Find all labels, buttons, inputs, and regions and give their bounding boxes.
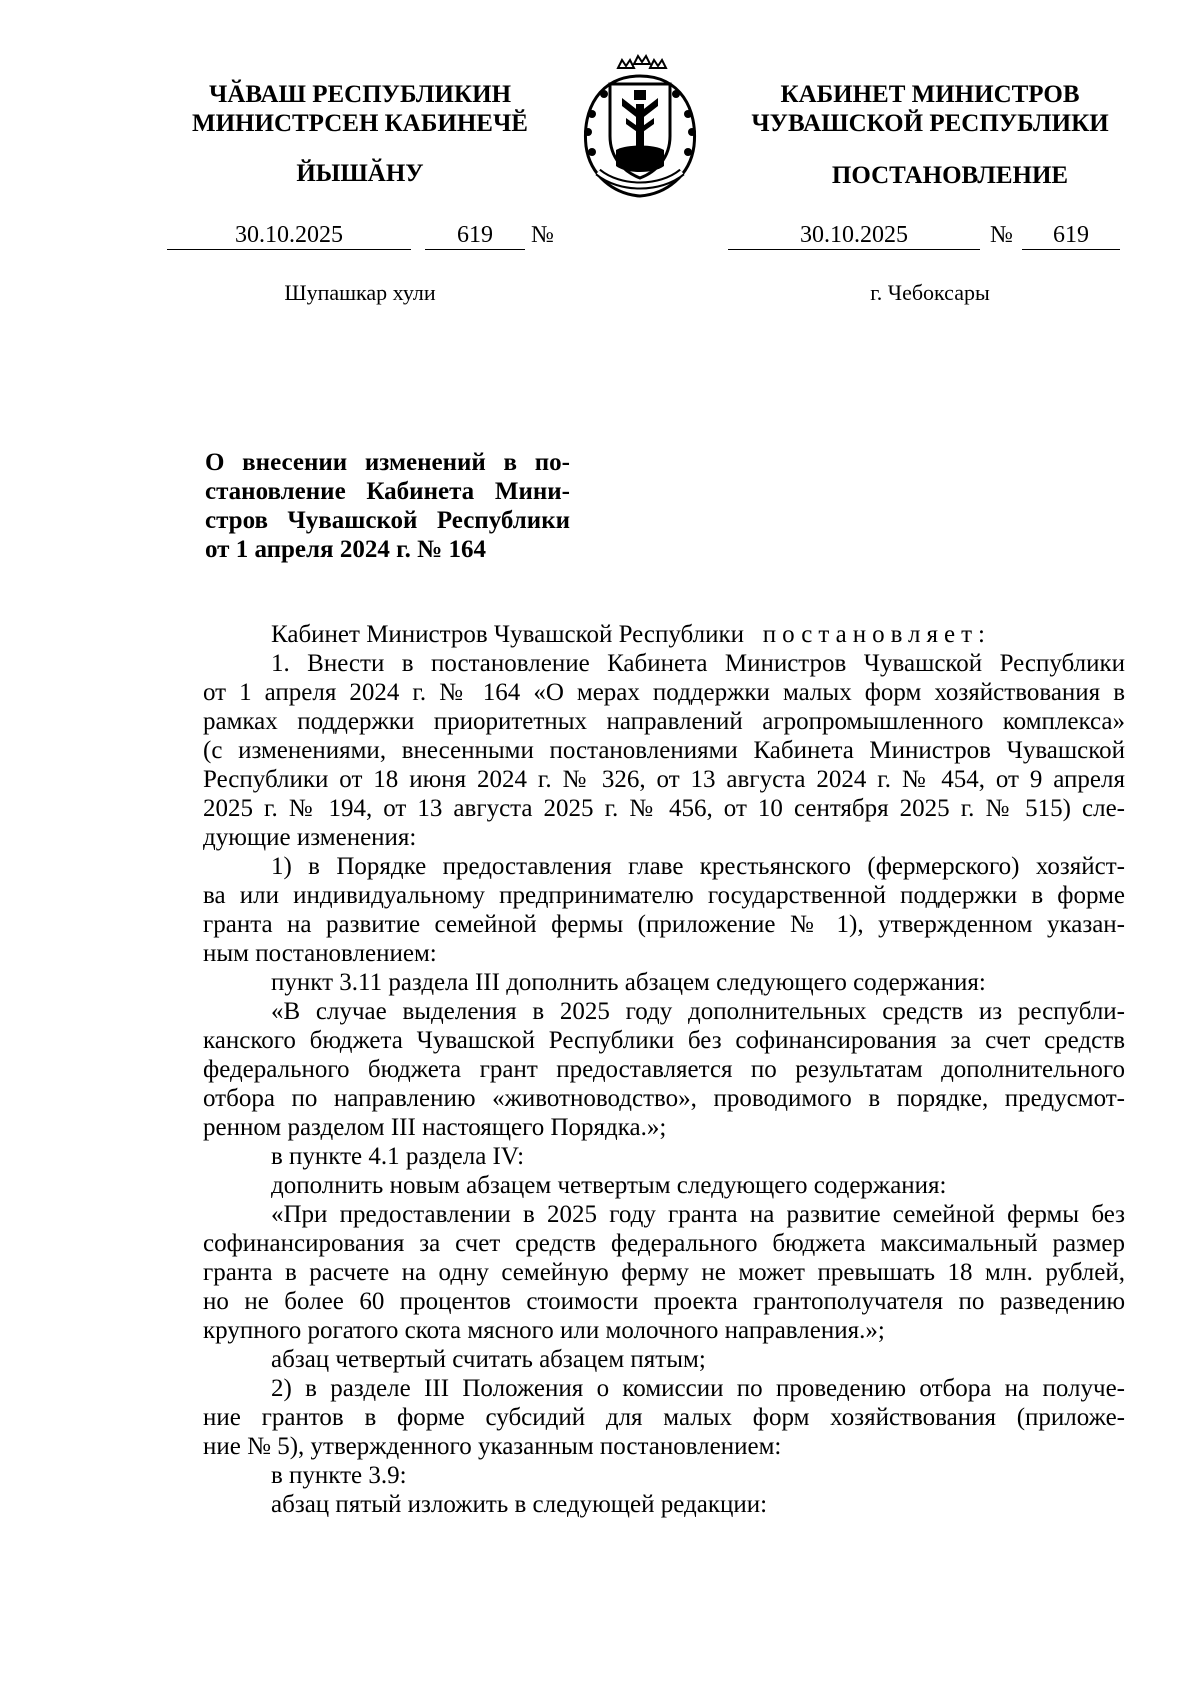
body-line: от 1 апреля 2024 г. № 164 «О мерах поддержки малых форм хозяйствования в: [203, 679, 1125, 706]
right-date: 30.10.2025: [728, 222, 980, 250]
intro-line: [203, 620, 1125, 649]
body-line: но не более 60 процентов стоимости проекта грантополучателя по разведению: [203, 1288, 1125, 1315]
body-line: «При предоставлении в 2025 году гранта на развитие семейной фермы без: [271, 1201, 1125, 1228]
body-line: пункт 3.11 раздела III дополнить абзацем следующего содержания:: [271, 969, 986, 996]
right-date-number-line: [728, 222, 1128, 252]
body-line: гранта на развитие семейной фермы (приложение № 1), утвержденном указан-: [203, 911, 1125, 938]
body-line: ние № 5), утвержденного указанным постановлением:: [203, 1433, 782, 1460]
body-line: Республики от 18 июня 2024 г. № 326, от 13 августа 2024 г. № 454, от 9 апреля: [203, 766, 1125, 793]
body-line: абзац четвертый считать абзацем пятым;: [271, 1346, 706, 1373]
body-line: 1) в Порядке предоставления главе крестьянского (фермерского) хозяйст-: [271, 853, 1125, 880]
header-chuvash-line1: ЧӐВАШ РЕСПУБЛИКИН: [208, 81, 512, 108]
body-line: крупного рогатого скота мясного или молочного направления.»;: [203, 1317, 885, 1344]
body-line: в пункте 3.9:: [271, 1462, 407, 1489]
left-city: Шупашкар хули: [284, 280, 436, 305]
body-line: ние грантов в форме субсидий для малых форм хозяйствования (приложе-: [203, 1404, 1125, 1431]
body-line: 2) в разделе III Положения о комиссии по проведению отбора на получе-: [271, 1375, 1125, 1402]
subject-line: О внесении изменений в по-: [205, 449, 570, 476]
body-line: в пункте 4.1 раздела IV:: [271, 1143, 525, 1170]
body-line: гранта в расчете на одну семейную ферму не может превышать 18 млн. рублей,: [203, 1259, 1125, 1286]
document-subject: [205, 448, 570, 564]
body-line: дующие изменения:: [203, 824, 417, 851]
doc-type-chuvash: ЙЫШӐНУ: [296, 160, 424, 187]
left-number-sign: №: [531, 222, 554, 248]
body-line: 2025 г. № 194, от 13 августа 2025 г. № 456, от 10 сентября 2025 г. № 515) сле-: [203, 795, 1125, 822]
body-line: ренном разделом III настоящего Порядка.»;: [203, 1114, 667, 1141]
left-date-number-line: [167, 222, 567, 252]
header-chuvash-line2: МИНИСТРСЕН КАБИНЕЧӖ: [192, 110, 528, 137]
body-line: федерального бюджета грант предоставляется по результатам дополнительного: [203, 1056, 1125, 1083]
doc-type-russian: ПОСТАНОВЛЕНИЕ: [831, 162, 1069, 189]
document-body: [203, 620, 1125, 1519]
left-number: 619: [425, 222, 525, 250]
subject-line: становление Кабинета Мини-: [205, 478, 570, 505]
subject-line: стров Чувашской Республики: [205, 507, 570, 534]
right-number-sign: №: [990, 222, 1013, 248]
body-line: ным постановлением:: [203, 940, 437, 967]
header-russian-line2: ЧУВАШСКОЙ РЕСПУБЛИКИ: [751, 110, 1109, 137]
body-line: 1. Внести в постановление Кабинета Министров Чувашской Республики: [271, 650, 1125, 677]
body-line: абзац пятый изложить в следующей редакции:: [271, 1491, 768, 1518]
header-chuvash-title: [150, 80, 570, 138]
body-line: дополнить новым абзацем четвертым следующего содержания:: [271, 1172, 947, 1199]
body-line: канского бюджета Чувашской Республики без софинансирования за счет средств: [203, 1027, 1125, 1054]
right-number: 619: [1022, 222, 1120, 250]
body-line: софинансирования за счет средств федерального бюджета максимальный размер: [203, 1230, 1125, 1257]
subject-line: от 1 апреля 2024 г. № 164: [205, 536, 486, 563]
right-city: г. Чебоксары: [870, 280, 990, 305]
body-line: рамках поддержки приоритетных направлений агропромышленного комплекса»: [203, 708, 1125, 735]
left-date: 30.10.2025: [167, 222, 411, 250]
header-russian-line1: КАБИНЕТ МИНИСТРОВ: [780, 81, 1080, 108]
body-line: ва или индивидуальному предпринимателю государственной поддержки в форме: [203, 882, 1125, 909]
body-line: (с изменениями, внесенными постановлениями Кабинета Министров Чувашской: [203, 737, 1125, 764]
header-russian-title: [730, 80, 1130, 138]
intro-spaced: постановляет:: [762, 621, 992, 648]
intro-prefix: Кабинет Министров Чувашской Республики: [271, 621, 745, 648]
chuvashia-coat-of-arms-icon: [570, 54, 710, 200]
body-line: отбора по направлению «животноводство», проводимого в порядке, предусмот-: [203, 1085, 1125, 1112]
body-line: «В случае выделения в 2025 году дополнительных средств из республи-: [271, 998, 1125, 1025]
